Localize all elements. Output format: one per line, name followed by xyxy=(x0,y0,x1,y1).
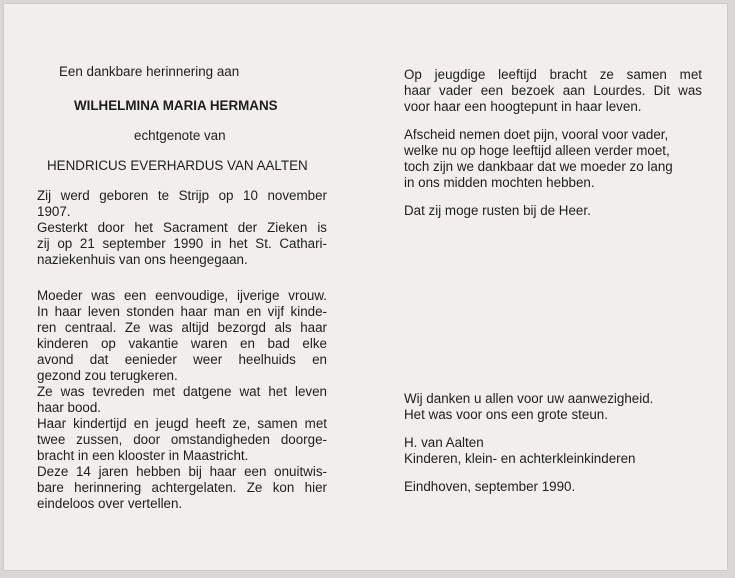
text-line: Gesterkt door het Sacrament der Zieken is xyxy=(37,220,327,235)
text-line: Deze 14 jaren hebben bij haar een onuitwis- xyxy=(37,464,327,479)
text-line: In haar leven stonden haar man en vijf kinde- xyxy=(37,304,327,319)
signature-block xyxy=(404,435,702,467)
text-line: haar bood. xyxy=(37,400,102,415)
lourdes-paragraph xyxy=(404,67,702,115)
thanks-paragraph xyxy=(404,391,702,423)
text-line: toch zijn we dankbaar dat we moeder zo lang xyxy=(404,159,673,174)
text-line: 1907. xyxy=(37,204,71,219)
memorial-card xyxy=(4,4,727,570)
right-column xyxy=(404,67,702,495)
text-line: Op jeugdige leeftijd bracht ze samen met xyxy=(404,67,702,82)
text-line: naziekenhuis van ons heengegaan. xyxy=(37,252,248,267)
birth-death-paragraph xyxy=(37,188,327,268)
text-line: zij op 21 september 1990 in het St. Cathari- xyxy=(37,236,327,251)
text-line: Wij danken u allen voor uw aanwezigheid. xyxy=(404,391,654,406)
text-line: eindeloos over vertellen. xyxy=(37,496,183,511)
text-line: bare herinnering achtergelaten. Ze kon hier xyxy=(37,480,327,495)
text-line: kinderen op vakantie waren en bad elke xyxy=(37,336,327,351)
spouse-name: HENDRICUS EVERHARDUS VAN AALTEN xyxy=(47,158,308,173)
text-line: Ze was tevreden met datgene wat het leven xyxy=(37,384,327,399)
left-column xyxy=(37,64,327,512)
text-line: voor haar een hoogtepunt in haar leven. xyxy=(404,99,642,114)
text-line: twee zussen, door omstandigheden doorge- xyxy=(37,432,327,447)
text-line: avond dat eenieder weer heelhuids en xyxy=(37,352,327,367)
text-line: Zij werd geboren te Strijp op 10 november xyxy=(37,188,327,203)
text-line: Het was voor ons een grote steun. xyxy=(404,407,608,422)
text-line: Moeder was een eenvoudige, ijverige vrouw. xyxy=(37,288,327,303)
text-line: bracht in een klooster in Maastricht. xyxy=(37,448,249,463)
deceased-name: WILHELMINA MARIA HERMANS xyxy=(74,98,278,113)
farewell-paragraph xyxy=(404,127,702,191)
signature-family: Kinderen, klein- en achterkleinkinderen xyxy=(404,451,636,466)
text-line: welke nu op hoge leeftijd alleen verder moet, xyxy=(404,143,670,158)
text-line: haar vader een bezoek aan Lourdes. Dit was xyxy=(404,83,702,98)
text-line: Afscheid nemen doet pijn, vooral voor vader, xyxy=(404,127,669,142)
spouse-label: echtgenote van xyxy=(134,128,226,143)
text-line: in ons midden mochten hebben. xyxy=(404,175,595,190)
text-line: ren centraal. Ze was altijd bezorgd als haar xyxy=(37,320,327,335)
intro-line: Een dankbare herinnering aan xyxy=(59,64,240,79)
signature-name: H. van Aalten xyxy=(404,435,484,450)
life-paragraph xyxy=(37,288,327,512)
text-line: Haar kindertijd en jeugd heeft ze, samen met xyxy=(37,416,327,431)
place-date: Eindhoven, september 1990. xyxy=(404,479,576,494)
text-line: gezond zou terugkeren. xyxy=(37,368,178,383)
prayer-line: Dat zij moge rusten bij de Heer. xyxy=(404,203,591,218)
